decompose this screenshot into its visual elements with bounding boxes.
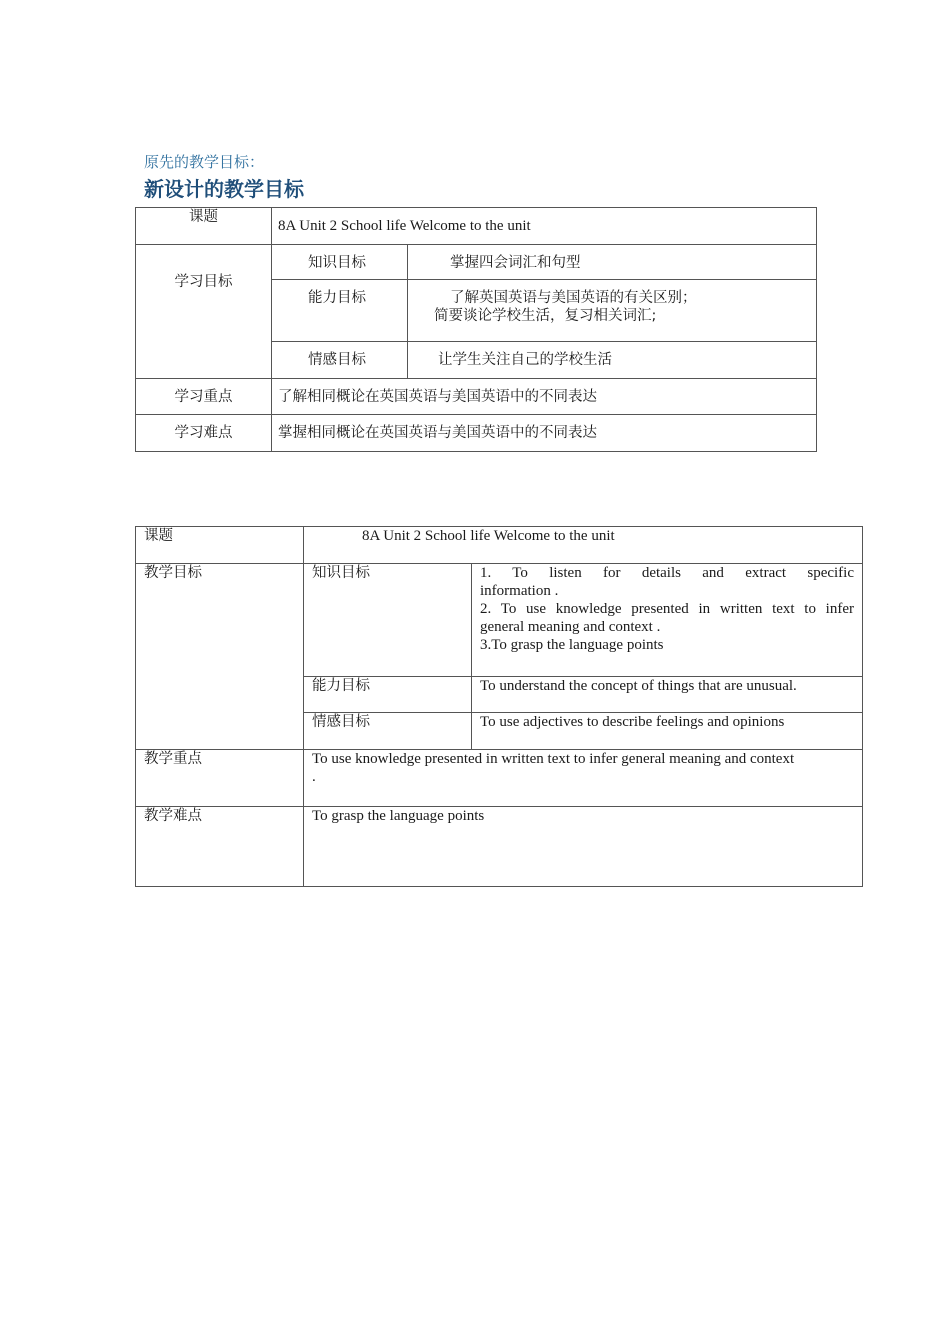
table-row: [136, 527, 863, 564]
table-row: [136, 750, 863, 807]
topic-label: 课题: [136, 527, 304, 564]
knowledge-line: general meaning and context .: [480, 619, 661, 635]
table-row: [136, 379, 817, 415]
ability-label: 能力目标: [272, 280, 408, 342]
knowledge-line: information .: [480, 583, 559, 599]
focus-value: 了解相同概论在英国英语与美国英语中的不同表达: [272, 379, 817, 415]
goals-label: 教学目标: [136, 564, 304, 750]
focus-label: 学习重点: [136, 379, 272, 415]
emotion-label: 情感目标: [272, 342, 408, 379]
emotion-value: To use adjectives to describe feelings and opinions: [472, 713, 863, 750]
difficulty-label: 教学难点: [136, 807, 304, 887]
ability-value-line: 了解英国英语与美国英语的有关区别；: [450, 290, 697, 306]
table-row: [136, 807, 863, 887]
table-row: [136, 245, 817, 280]
difficulty-value: 掌握相同概论在英国英语与美国英语中的不同表达: [272, 415, 817, 452]
knowledge-line: 2. To use knowledge presented in written text to infer: [480, 601, 854, 617]
knowledge-label: 知识目标: [304, 564, 472, 677]
topic-value: 8A Unit 2 School life Welcome to the unit: [304, 527, 863, 564]
ability-value-line: 简要谈论学校生活，复习相关词汇;: [434, 308, 657, 324]
knowledge-value: [472, 564, 863, 677]
table-row: [136, 564, 863, 677]
new-goals-heading: 新设计的教学目标: [144, 177, 304, 201]
ability-value: [408, 280, 817, 342]
goals-label: 学习目标: [136, 245, 272, 379]
knowledge-label: 知识目标: [272, 245, 408, 280]
difficulty-label: 学习难点: [136, 415, 272, 452]
original-goals-heading: 原先的教学目标：: [144, 153, 265, 171]
table-row: [136, 415, 817, 452]
ability-label: 能力目标: [304, 677, 472, 713]
focus-line: To use knowledge presented in written text to infer general meaning and context: [312, 751, 795, 767]
topic-label: 课题: [136, 208, 272, 245]
difficulty-value: To grasp the language points: [304, 807, 863, 887]
topic-value: 8A Unit 2 School life Welcome to the unit: [272, 208, 817, 245]
table-row: [136, 208, 817, 245]
knowledge-line: 3.To grasp the language points: [480, 637, 664, 653]
focus-label: 教学重点: [136, 750, 304, 807]
focus-value: [304, 750, 863, 807]
original-goals-table: [135, 526, 863, 887]
focus-line: .: [312, 769, 316, 785]
ability-value: To understand the concept of things that are unusual.: [472, 677, 863, 713]
emotion-value: 让学生关注自己的学校生活: [408, 342, 817, 379]
new-goals-table: [135, 207, 817, 452]
knowledge-line: 1. To listen for details and extract specific: [480, 565, 854, 581]
emotion-label: 情感目标: [304, 713, 472, 750]
knowledge-value: 掌握四会词汇和句型: [408, 245, 817, 280]
